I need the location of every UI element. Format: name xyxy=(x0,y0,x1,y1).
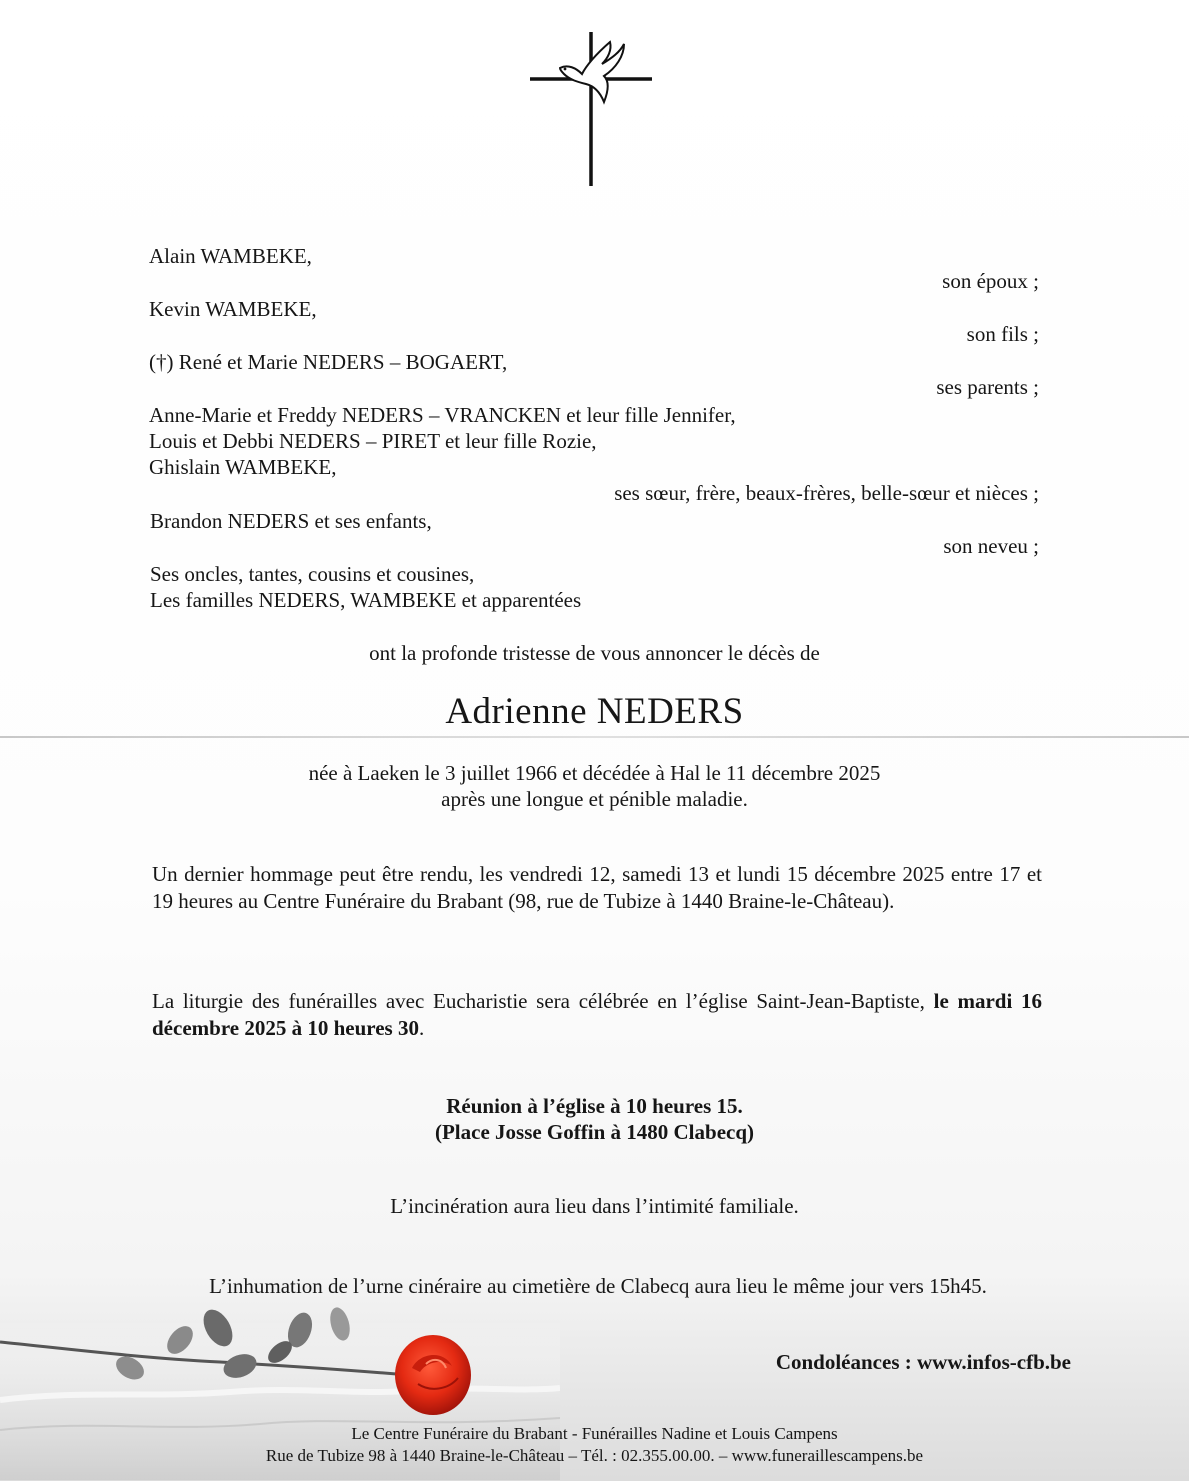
family-relation: ses sœur, frère, beaux-frères, belle-sœur et nièces ; xyxy=(614,481,1039,505)
family-name-line: Ghislain WAMBEKE, xyxy=(149,455,337,479)
family-name-line: Anne-Marie et Freddy NEDERS – VRANCKEN et leur fille Jennifer, xyxy=(149,403,736,427)
footer-company: Le Centre Funéraire du Brabant - Funérailles Nadine et Louis Campens xyxy=(351,1424,838,1443)
family-name-line: Ses oncles, tantes, cousins et cousines, xyxy=(150,562,475,586)
condolences-link[interactable]: Condoléances : www.infos-cfb.be xyxy=(775,1350,1071,1374)
hommage-paragraph: Un dernier hommage peut être rendu, les vendredi 12, samedi 13 et lundi 15 décembre 2025 entre 17 et 19 heures au Centre Funéraire du Brabant (98, rue de Tubize à 1440 Braine-le-Château). xyxy=(152,862,1042,913)
page-fold-divider xyxy=(0,736,1189,738)
family-name-line: Alain WAMBEKE, xyxy=(149,244,312,268)
family-name-line: Brandon NEDERS et ses enfants, xyxy=(150,509,432,533)
inhumation-text: L’inhumation de l’urne cinéraire au cimetière de Clabecq aura lieu le même jour vers 15h45. xyxy=(209,1274,987,1298)
incineration-text: L’incinération aura lieu dans l’intimité familiale. xyxy=(390,1194,799,1218)
reunion-place: (Place Josse Goffin à 1480 Clabecq) xyxy=(434,1120,755,1144)
liturgy-date: le mardi 16 décembre 2025 à 10 heures 30 xyxy=(152,989,1042,1040)
liturgy-text: La liturgie des funérailles avec Eucharistie sera célébrée en l’église Saint-Jean-Baptiste, xyxy=(152,989,925,1013)
liturgy-end: . xyxy=(418,1016,425,1040)
family-name-line: Kevin WAMBEKE, xyxy=(149,297,317,321)
cause-text: après une longue et pénible maladie. xyxy=(441,787,748,811)
reunion-time: Réunion à l’église à 10 heures 15. xyxy=(446,1094,743,1118)
family-relation: ses parents ; xyxy=(936,375,1039,399)
family-relation: son fils ; xyxy=(966,322,1039,346)
family-relation: son époux ; xyxy=(942,269,1039,293)
family-name-line: Les familles NEDERS, WAMBEKE et apparentées xyxy=(150,588,582,612)
family-name-line: (†) René et Marie NEDERS – BOGAERT, xyxy=(149,350,508,374)
announcement-text: ont la profonde tristesse de vous annoncer le décès de xyxy=(369,641,820,665)
footer-address: Rue de Tubize 98 à 1440 Braine-le-Château – Tél. : 02.355.00.00. – www.funeraillescampens.be xyxy=(265,1446,924,1465)
cross-with-dove-icon xyxy=(520,28,660,193)
family-name-line: Louis et Debbi NEDERS – PIRET et leur fille Rozie, xyxy=(149,429,597,453)
liturgy-paragraph xyxy=(152,988,1042,1042)
family-relation: son neveu ; xyxy=(943,534,1039,558)
birth-death-text: née à Laeken le 3 juillet 1966 et décédée à Hal le 11 décembre 2025 xyxy=(308,761,881,785)
deceased-name: Adrienne NEDERS xyxy=(445,691,744,732)
